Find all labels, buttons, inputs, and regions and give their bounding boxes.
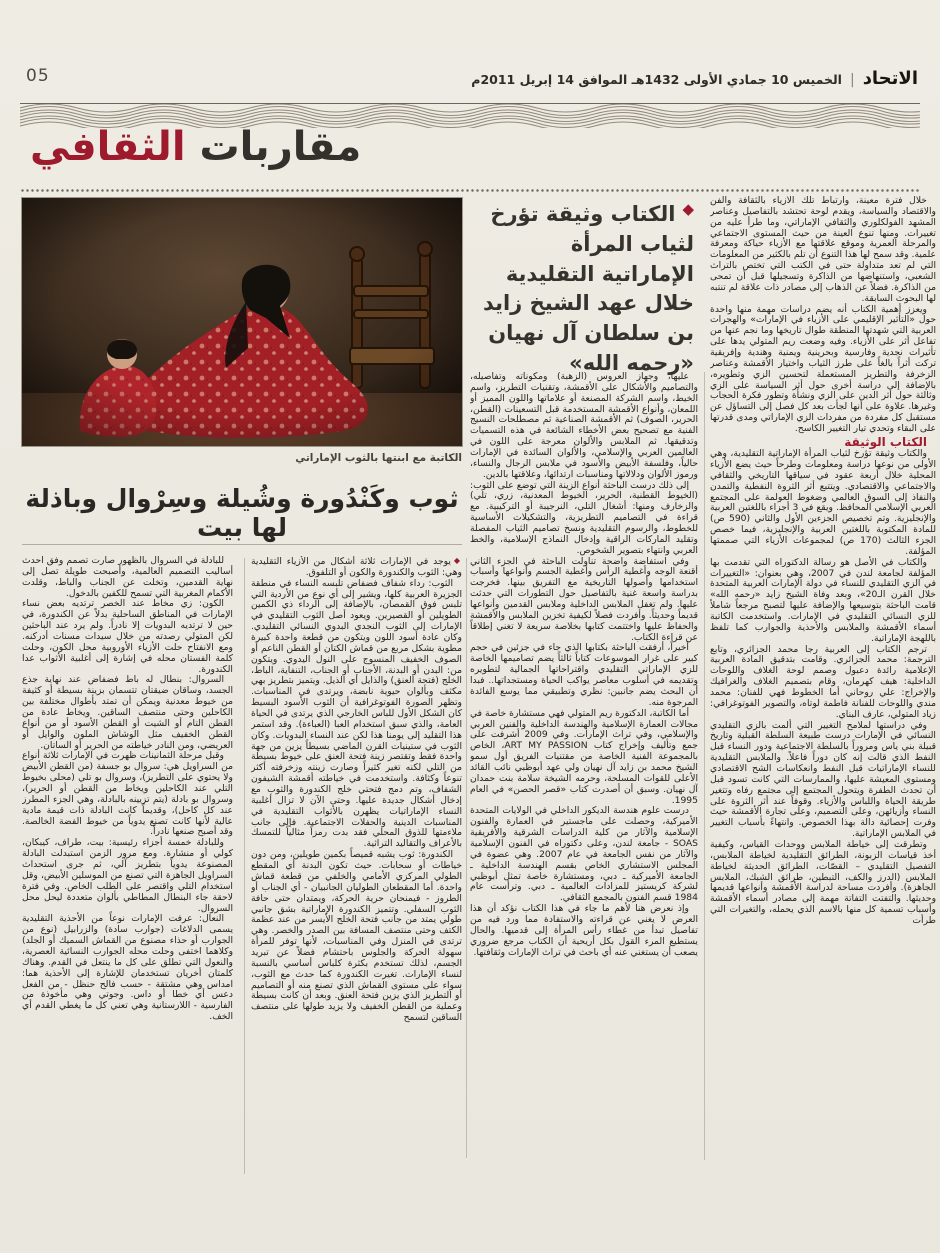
- headline-rule: [22, 544, 462, 545]
- body-column-center-left: [251, 556, 462, 1184]
- diamond-icon: ◆: [682, 200, 694, 218]
- body-paragraph: وللبادلة خمسة أجزاء رئيسية: بيت، طراف، كيبكان، كولي أو منشارة. ومع مرور الزمن استبدلت البادلة المصنوعة يدوياً بتطريز آلي، ثم جرى استحداث السراويل الجاهزة التي تصنع من الموسلين الأبيض، وقل استخدام التلي واقتصر على الطلب الخاص. وفي فترة لاحقة جاء البنطال المطاطي بألوان متعددة ليحل محل السروال.: [22, 837, 233, 914]
- column-gutter-rule: [466, 558, 467, 1158]
- body-paragraph: إلى ذلك درست الباحثة أنواع الزينة التي توضع على الثوب: (الخيوط القطنية، الحرير، الخيوط المعدنية، زري، تلي) والزخارف ومنها: أشغال التلي، النرجيبة أو التركيبية. مع قراءة في التصاميم التطريزية، والتشكيلات الأساسية للخطوط، والرسوم التقليدية ونسخ تصاميم الثياب المفصلة وتقليد الماركات الراقية وإدخال النماذج الإسلامية، والخط العربي وانتهاء بتصوير الشخوص.: [470, 479, 698, 556]
- section-title: [30, 124, 361, 170]
- body-paragraph: وإذ نعرض هنا لأهم ما جاء في هذا الكتاب نؤكد أن هذا العرض لا يغني عن قراءته والاستفادة مما ورد فيه من تفاصيل تبدأ من غطاء رأس المرأة إلى قدميها. والحال يستطيع المرء القول بكل أريحية أن الكتاب مرجع ضروري يصعب أن يستغني عنه أي باحث في تراث الإمارات وثقافتها.: [470, 903, 698, 958]
- body-column-left: [22, 556, 233, 1172]
- body-paragraph: والكتاب في الأصل هو رسالة الدكتوراه التي تقدمت بها المؤلفة لجامعة لندن في 2007، وهي بعنوان: «التغييرات في الزي التقليدي للنساء في دولة الإمارات العربية المتحدة خلال القرن الـ20»، وبعد وفاة الشيخ زايد «رحمه الله» قامت الباحثة بتوسيعها والإضافة عليها لتصبح مرجعاً شاملاً للزي النسائي التقليدي في الإمارات. واستخدمت الكاتبة أسماء الأقمشة والملابس والأحذية والجوارب كما تلفظ باللهجة الإماراتية.: [710, 556, 936, 644]
- diamond-bullet-icon: ◆: [453, 556, 462, 565]
- body-paragraph-lead: [251, 556, 462, 579]
- photo-painting-graphic: [22, 198, 462, 446]
- body-paragraph: عليها، وجهاز العروس (الزهبة) ومكوناته وتفاصيله، والتصاميم والأشكال على الأقمشة، وتقنيات التطريز، واسم الخيط، واسم الشركة المصنعة أو علاماتها واللون المميز أو اللمعان، وأنواع الأقمشة المستخدمة قبل التسعينات (القطن، الحرير، الصوف) ثم الأقمشة الصناعية ثم مصطلحات النسيج الفنية مع تصحيح بعض الأخطاء الشائعة في هذه التسميات وتدقيقها. ثم الملابس والألوان معرجة على اللون في العالمين العربي والإسلامي، والألوان السائدة في الإمارات حالياً، وفلسفة الأبيض والأسود في ملابس الرجال والنساء، ورموز الألوان ودلالاتها ومناسبات ارتدائها، وعلاقتها بالدين.: [470, 372, 698, 480]
- body-paragraph: ترجم الكتاب إلى العربية رجا محمد الجزائري، وتابع الترجمة: محمد الجزائري. وقامت بتدقيق المادة العربية الإعلامية رائدة دعبول وصمم لوحة الغلاف واللوحات الداخلية: هيف كهرمان، وقام بتصميم الغلاف والغرافيك والإخراج: علي روحاني أما الخطوط فهي للفنان: محمد مندي واللوحات للفنانة فاطمة لوتاه، والتصوير الفوتوغرافي: زياد المتولي، عارف البناي.: [710, 643, 936, 720]
- body-paragraph: أما الكاتبة، الدكتورة ريم المتولي فهي مستشارة خاصة في مجالات العمارة الإسلامية والهندسة الداخلية والفنين العربي والإسلامي، وفي تراث الإمارات. وفي 2009 أشرفت على جمع وتأليف وإخراج كتاب ART MY PASSION، الخاص بالمجموعة الفنية الخاصة من مقتنيات الفريق أول سمو الشيخ محمد بن زايد آل نهيان ولي عهد أبوظبي نائب القائد الأعلى للقوات المسلحة، وحرمه الشيخة سلامة بنت حمدان آل نهيان. وسبق أن أصدرت كتاب «قصر الحصن» في العام 1995.: [470, 707, 698, 806]
- page-number: 05: [26, 66, 50, 86]
- section-title-accent-word: الثقافي: [30, 124, 186, 170]
- body-column-center-right: [470, 372, 698, 1162]
- photo-caption: الكاتبة مع ابنتها بالثوب الإماراتي: [295, 452, 462, 464]
- body-column-right: [710, 196, 936, 1212]
- body-paragraph: وفي استفاضة واضحة تناولت الباحثة في الجزء الثاني أقنعة الوجه وأغطية الرأس وأغطية الجسم وأنواعها وأسباب استخدامها وأصولها التاريخية مع التفريق بينها. فخرجت بدراسة واسعة غنية بالتفاصيل حول التطورات التي حدثت عليها. ولم تغفل الملابس الداخلية وملابس القدمين وأنواعها قديماً وحديثاً. وأفردت فصلاً لكيفية تخزين الملابس والأقمشة والحفاظ عليها واختتمت كتابها بخلاصة سريعة لا تغني إطلاقاً عن قراءة الكتاب.: [470, 555, 698, 643]
- body-paragraph: للبادلة في السروال بالظهور صارت تصمم وفق أحدث أساليب التصميم العالمية، وأصبحت طويلة تصل إلى نهاية القدمين، وتخلت عن الجناب والباط، وقلدت الأكمام المغربية التي تسمح للكفين بالدخول.: [22, 556, 233, 599]
- body-paragraph: درست علوم هندسة الديكور الداخلي في الولايات المتحدة الأميركية، وحصلت على ماجستير في العمارة والفنون الإسلامية والآثار من كلية الدراسات الشرقية والأفريقية SOAS - جامعة لندن، وعلى دكتوراه في الفنون الإسلامية والآثار من نفس الجامعة في عام 2007. وهي عضوة في المجلس الاستشاري الخاص بقسم الهندسة الداخلية ـ الجامعة الأميركية ـ دبي، ومستشارة خاصة تمثل أبوظبي لشركة كريستيز للمزادات العالمية ـ دبي. وترأست عام 1984 قسم الفنون بالمجمع الثقافي.: [470, 805, 698, 904]
- body-paragraph: خلال فترة معينة، وارتباط تلك الأزياء بالثقافة والفن والاقتصاد والسياسة، ويقدم لوحة تحتشد بالتفاصيل وعناصر المشهد الفولكلوري والثقافي الإماراتي، وما طرأ عليه من تغييرات. ومنها تنوع العينة من حيث المستوى الاجتماعي والمرحلة العمرية وموقع علاقتها مع الأزياء حياكة ومعرفة علمية. وقد سمح لها هذا التنوع أن تلم بالكثير من المعلومات التي لم تعد متداولة حتى في الكتب التي تختص بالتراث الشعبي، واستنهاضها من الذاكرة وتسجيلها قبل أن تمحى من الذاكرة. فضلاً عن الذهاب إلى مصادر ذات علاقة لم تنتبه لها البحوث السابقة.: [710, 196, 936, 304]
- body-paragraph: الثوب: رداء شفاف فضفاض تلبسه النساء في منطقة الجزيرة العربية كلها، ويشير إلى أي نوع من الأردية التي تلبس فوق القمصان، بالإضافة إلى الرداء ذي الكمين الطويلين أو القصيرين. ويعود أصل الثوب التقليدي في الإمارات إلى الثوب النجدي البدوي النسائي التقليدي. وكان عادة أسود اللون ويتكون من قطعة واحدة كبيرة مطوية بشكل مربع من قماش الكتان أو القطن الناعم أو الصوف الخفيف المنسوج على النول اليدوي. ويتكون من: البدن أو البدنة، الأجناب أو الجناب، التنفاية، الباط، الخلج (فتحة العنق) والذايل أي الذيل. ويتميز بتطريز بهي مكثف وبألوان حيوية نابضة، ويرتدى في المناسبات. وتظهر الصورة الفوتوغرافية أن الثوب الأسود البسيط كان الشكل الأول للباس الخارجي الذي يرتدى في الحياة العامة، والذي سبق استخدام العبا (العباءة). وقد استمر هذا التقليد إلى يومنا هذا لكن عند النساء البدويات. وكان الثوب في ستينيات القرن الماضي بسيطاً يزين من جهة واحدة فقط وتقتصر زينة فتحة العنق على خيوط بسيطة من التلي لكنه تغير كثيراً وصارت زينته وزخرفته أكثر تنوعاً وكثافة. واستخدمت في خياطته أقمشة الشيفون الشفاف، وتم دمج فتحتي خلج الكندورة والثوب مع إدخال أشكال جديدة عليها. وحتى الآن لا تزال أغلبية النساء الإماراتيات يظهرن بالأثواب التقليدية في المناسبات الدينية والحفلات الاجتماعية. فإلى جانب ملاءمتها للذوق المحلي فقد بدت رمزاً مثالياً للتمسك بالأعراف والتقاليد التراثية.: [251, 577, 462, 850]
- section-title-word: مقاربات: [199, 124, 362, 170]
- body-paragraph: وتطرقت إلى خياطة الملابس ووحدات القياس، وكيفية أخذ قياسات الزبونة، الطرائق التقليدية لخياطة الملابس، التفصيل التقليدي – القصّات، الطرائق الحديثة لخياطة الملابس (الدرز والكف، التبطين، طرائق الشبك، الملابس الجاهزة). وأفردت مساحة لدراسة الأقمشة وأنواعها قديمها وحديثها. والتفتت التفاتة مهمة إلى مصادر أسماء الأقمشة وأسباب تسمية كل منها بالاسم الذي يحمله، والتغيرات التي طرأت: [710, 839, 936, 927]
- pull-quote: [476, 200, 694, 379]
- masthead: [471, 68, 918, 89]
- body-paragraph: والكتاب وثيقة تؤرخ لثياب المرأة الإماراتية التقليدية، وهي الأولى من نوعها دراسة ومعلومات وطرحاً حيث يضع الأزياء المحلية خلال أربعة عقود في سياقها التاريخي والثقافي والاجتماعي والاقتصادي. ويتتبع أثر الثروة النفطية والتمدن والنفاذ إلى السوق العالمي وضغوط العولمة على المجتمع العربي الإسلامي المحافظ. ويقع في 3 أجزاء باللغتين العربية والإنجليزية. وتم تخصيص الجزءين الأول والثاني (590 ص) للمادة المكتوبة باللغتين العربية والإنجليزية، فيما خصص الجزء الثالث (170 ص) لمجموعات الأزياء التي صممتها المؤلفة.: [710, 448, 936, 557]
- body-paragraph: الكندورة: ثوب يشبه قميصاً بكمين طويلين، ومن دون خياطات أو سحابات. حيث تكون البدنة أي المقطع الطولي المركزي الأمامي والخلفي من قطعة قماش واحدة. أما المقطعان الطوليان الجانبيان - أي الجناب أو الطروز - فيمنحان حرية الحركة، ويمتدان حتى حافة الثوب السفلي. وتتميز الكندورة الإماراتية بشق جانبي طولي يمتد من جانب فتحة الخلج الأيسر من عند عظمة الكتف وحتى منتصف المسافة بين الصدر والخصر. وهي ترتدى في المنزل وفي المناسبات، لأنها توفر للمرأة سهولة الحركة والجلوس باحتشام فضلاً عن تبريد الجسم، لذلك تستخدم بكثرة كلباس أساسي بالنسبة لنساء الإمارات. تغيرت الكندورة كما حدث مع الثوب، سواء على مستوى القماش الذي تصنع منه أو التصاميم أو التطريز الذي يزين فتحة العنق. وبعد أن كانت بسيطة وعملية من القطن الخفيف ولا يزيد طولها على منتصف الساقين لتسمح: [251, 849, 462, 1024]
- column-gutter-rule: [704, 372, 705, 1160]
- body-paragraph: السروال: بنطال له باط فضفاض عند نهاية جذع الجسد، وساقان ضيقتان تتسمان بزينة بسيطة أو كثيفة من خيوط معدنية ويمكن أن تمتد بأطوال مختلفة بين الكاحلين وحتى منتصف الساقين. ويخاط عادة من القطن التام أو الشيت أو القطن الأسود أو من أنواع القطن الخفيف مثل الوشاش الملون والوايل أو العريضي، ومن النادر خياطته من الحرير أو الساتان.: [22, 674, 233, 751]
- issue-date: الخميس 10 جمادي الأولى 1432هـ الموافق 14 إبريل 2011م: [471, 72, 842, 87]
- masthead-separator: |: [849, 72, 855, 88]
- body-paragraph: وفي دراستها لملامح التغيير التي ألمت بالزي التقليدي النسائي في الإمارات درست طبيعة السلطة القبلية وتاريخ قبيلة بني ياس ومروراً بالسلطة الاجتماعية ودور النساء قبل النفط الذي قالت إنه كان دوراً فاعلاً. والملابس التقليدية للنساء الإماراتيات قبل النفط وانعكاسات الشح الاقتصادي ومستوى المعيشة عليها، والممارسات التي كانت تسود قبل أن تحدث الطفرة ويتحول المجتمع إلى مجتمع رفاه وتتغير طريقة الحياة واللباس والأزياء. وقوفاً عند أثر الثروة على النساء وأزيائهن، وعلى التصميم، وعلى تجارة الأقمشة حيث وفرت إحصائية دالة بهذا الخصوص. وانتهاءً بأسباب التغيير في الملابس الإماراتية.: [710, 719, 936, 840]
- article-headline: ثوب وكَنْدُورة وشُيلة وسِرْوال وباذلة لها بيت: [25, 484, 459, 542]
- body-paragraph: النعال: عرفت الإمارات نوعاً من الأحذية التقليدية يسمى الدلاغات (جوارب سادة) والزرابيل (نوع من الجوارب أو حذاء مصنوع من القماش السميك أو الجلد) وكلاهما اختفى وحلت محله الجوارب النسائية العصرية، والنعول التي تطلق على كل ما ينتعل في القدم. وهناك كلمتان أخريان تستخدمان للإشارة إلى الأحذية هما: امداس وهي مشتقة - حسب فالح حنظل - من الفعل دعس أي خطا أو داس. وجوتي وهي مأخوذة من الفارسية - اللارستانية وهي تعني كل ما يغطي القدم أي الخف.: [22, 913, 233, 1023]
- newspaper-logo: الاتحاد: [862, 68, 918, 89]
- dotted-separator: [20, 188, 920, 193]
- body-paragraph: ويعزز أهمية الكتاب أنه يضم دراسات مهمة منها واحدة حول «التأثير الإقليمي على الأزياء في الإمارات» والهجرات العربية التي شهدتها المنطقة طوال تاريخها وما نجم عنها من تفاعل أثر على الأزياء. وفيه وضعت ريم المتولي يدها على تأثيرات نجدية وفارسية وبحرينية ويمنية وهندية وإفريقية تركت أثراً بالغاً على طرز الثياب واختيار الأقمشة وعناصر الزخرفة والتطريز المستعملة لتحسين الزي وتطويره، بالإضافة إلى دراسة أخرى حول أثر السياسة على الزي وثالثة حول أثر الدين على الزي ونشأة وتطور فكرة الحجاب وغيرها. علاوة على أنها لجأت بعد كل فصل إلى التساؤل عن مستقبل كل مفردة من مفردات الزي الإماراتي ومدى قدرتها على البقاء وتحدي تيار التغيير الكاسح.: [710, 303, 936, 435]
- lead-paragraph-text: يوجد في الإمارات ثلاثة أشكال من الأزياء التقليدية وهي: الثوب والكندورة والكون أو التلفوق.: [251, 556, 462, 578]
- column-gutter-rule: [244, 558, 245, 1174]
- section-subheading: الكتاب الوثيقة: [844, 434, 927, 449]
- body-paragraph: الكون: زي مخاط عند الخصر ترتديه بعض نساء الإمارات في المناطق الساحلية بدلاً عن الكندورة، في حين لا ترتديه البدويات إلا نادراً. ولم يرد عند الباحثين لكن المتولي رصدته من خلال سيدات مسنات أدركنه. ومع الانفتاح حلت الأزياء الأوروبية محل الكون، وحلت كلمة الفستان محله في إشارة إلى أغلبية الأثواب عدا الكندورة.: [22, 598, 233, 675]
- article-photo: [22, 198, 462, 446]
- body-paragraph: أخيراً، أرفقت الباحثة بكتابها الذي جاء في جزئين في حجم كبير على غرار الموسوعات كتاباً ثالثاً يضم تصاميمها الخاصة للزي الإماراتي التقليدي واقتراحاتها الجمالية لتطويره وتقديمه في أسلوب معاصر يواكب الحياة ومستجداتها.. فبدا أن البحث يضم جانبين: نظري وتطبيقي مما يوسع الفائدة المرجوة منه.: [470, 642, 698, 708]
- pull-quote-text: الكتاب وثيقة تؤرخ لثياب المرأة الإماراتية التقليدية خلال عهد الشيخ زايد بن سلطان آل نهيان «رحمه الله»: [482, 202, 694, 376]
- body-paragraph: وقبل مرحلة الثمانينات ظهرت في الإمارات ثلاثة أنواع من السراويل هي: سروال بو جسفة (من القطن الأبيض ولا يحتوي على التطريز)، وسروال بو تلي (محلى بخيوط التلي عند الكاحلين ويخاط من القطن أو الحرير)، وسروال بو بادلة (يتم تزيينه بالبادلة، وهي الجزء المطرز عند كل كاحل)، وقديماً كانت البادلة ذات قيمة مادية عالية لأنها كانت تصنع يدوياً من خيوط الفضة الخالصة. وقد أصبح صنعها نادراً.: [22, 750, 233, 838]
